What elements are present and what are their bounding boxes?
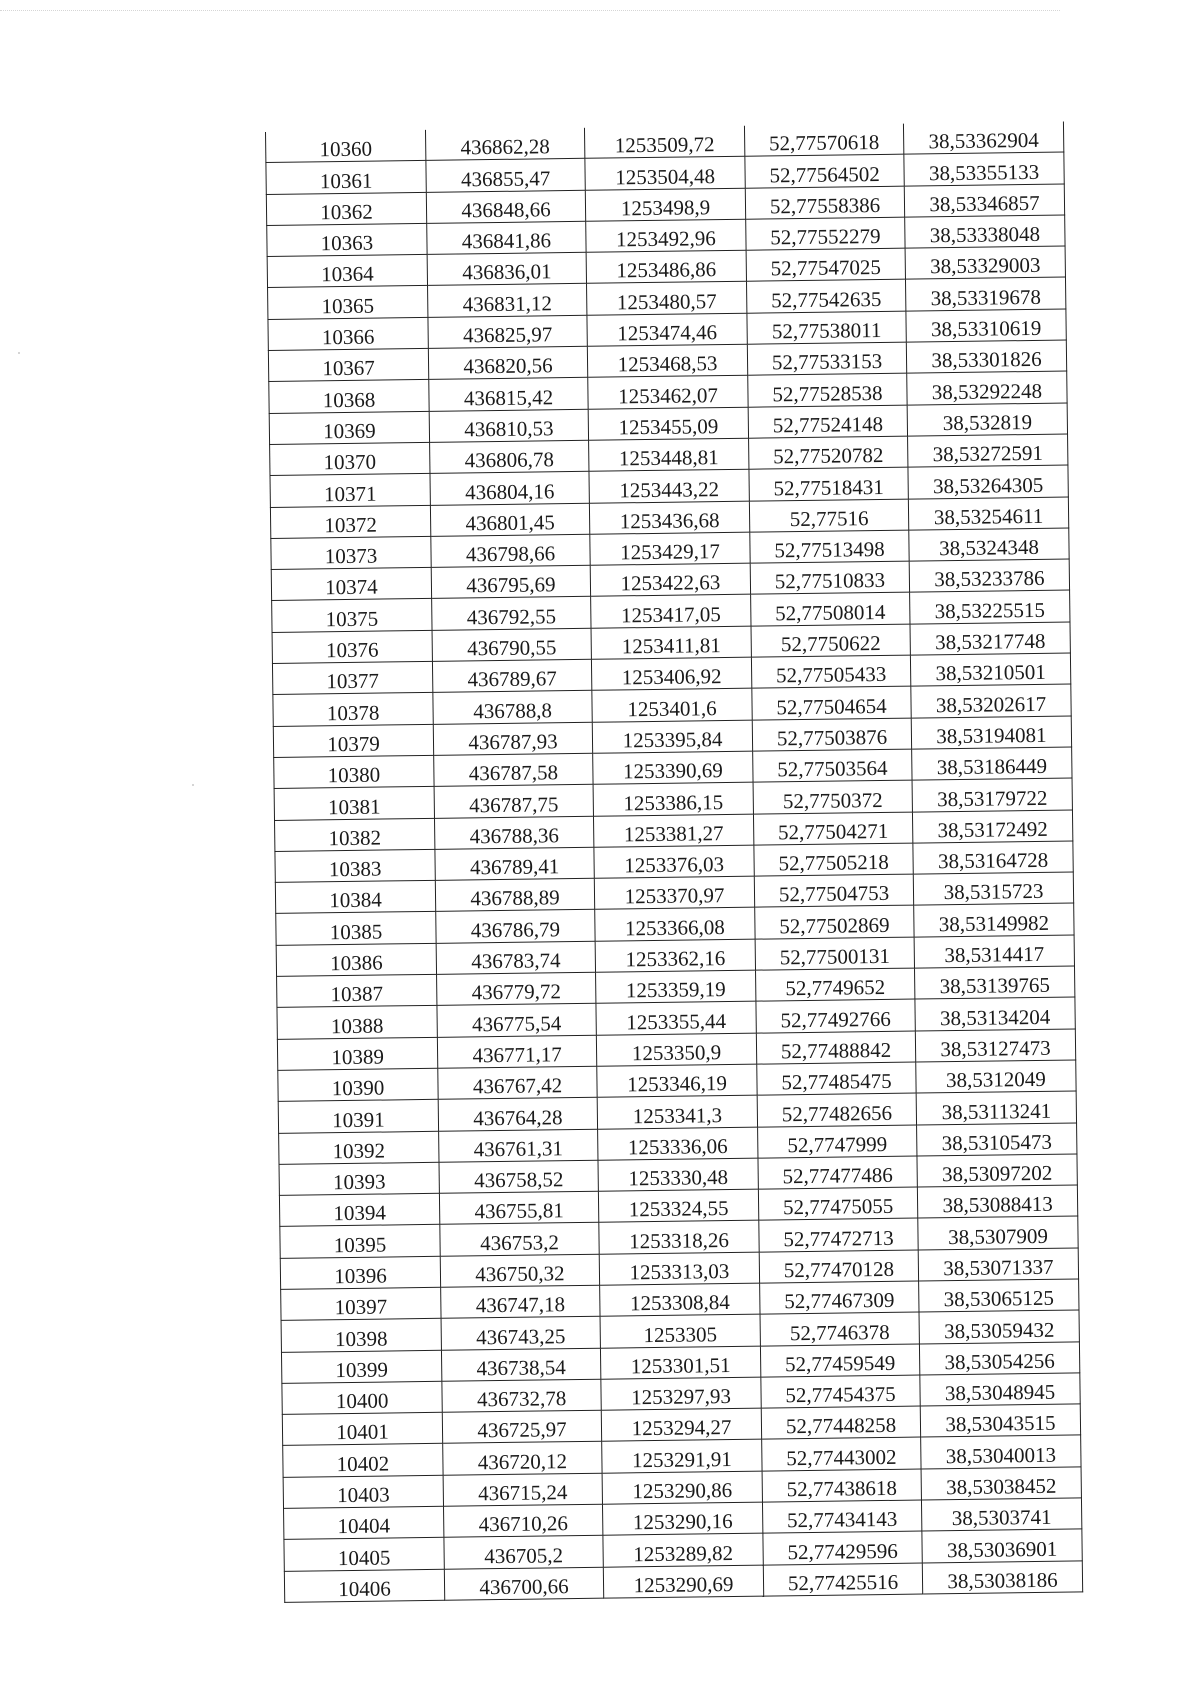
point-number-cell: 10390 — [278, 1068, 438, 1101]
y-coordinate-cell: 1253290,16 — [602, 1502, 762, 1535]
longitude-cell: 38,53362904 — [903, 122, 1063, 155]
latitude-cell: 52,7746378 — [760, 1312, 919, 1345]
point-number-cell: 10403 — [283, 1475, 443, 1508]
x-coordinate-cell: 436700,66 — [444, 1567, 603, 1600]
longitude-cell: 38,53059432 — [919, 1310, 1079, 1343]
point-number-cell: 10389 — [277, 1037, 437, 1070]
latitude-cell: 52,77470128 — [759, 1250, 918, 1283]
y-coordinate-cell: 1253318,26 — [599, 1221, 759, 1254]
point-number-cell: 10401 — [282, 1412, 442, 1445]
longitude-cell: 38,53254611 — [908, 497, 1068, 530]
latitude-cell: 52,77504753 — [754, 874, 913, 907]
coordinates-table — [265, 122, 1083, 1603]
y-coordinate-cell: 1253355,44 — [596, 1001, 756, 1034]
latitude-cell: 52,77459549 — [760, 1344, 919, 1377]
y-coordinate-cell: 1253362,16 — [595, 939, 755, 972]
point-number-cell: 10361 — [266, 161, 426, 194]
longitude-cell: 38,53217748 — [910, 622, 1070, 655]
y-coordinate-cell: 1253308,84 — [600, 1283, 760, 1316]
longitude-cell: 38,53202617 — [911, 684, 1071, 717]
point-number-cell: 10387 — [277, 974, 437, 1007]
coordinates-table-body — [265, 122, 1082, 1603]
longitude-cell: 38,53149982 — [914, 903, 1074, 936]
latitude-cell: 52,77508014 — [751, 593, 910, 626]
latitude-cell: 52,77477486 — [758, 1156, 917, 1189]
latitude-cell: 52,77547025 — [746, 248, 905, 281]
longitude-cell: 38,53210501 — [910, 653, 1070, 686]
point-number-cell: 10362 — [266, 192, 426, 225]
x-coordinate-cell: 436815,42 — [429, 378, 588, 411]
y-coordinate-cell: 1253301,51 — [600, 1346, 760, 1379]
x-coordinate-cell: 436810,53 — [429, 409, 588, 442]
y-coordinate-cell: 1253330,48 — [598, 1158, 758, 1191]
y-coordinate-cell: 1253395,84 — [592, 720, 752, 753]
longitude-cell: 38,53127473 — [915, 1029, 1075, 1062]
y-coordinate-cell: 1253346,19 — [597, 1064, 757, 1097]
point-number-cell: 10376 — [272, 630, 432, 663]
longitude-cell: 38,5312049 — [916, 1060, 1076, 1093]
latitude-cell: 52,77520782 — [749, 436, 908, 469]
y-coordinate-cell: 1253474,46 — [587, 313, 747, 346]
longitude-cell: 38,53088413 — [917, 1185, 1077, 1218]
y-coordinate-cell: 1253366,08 — [595, 908, 755, 941]
x-coordinate-cell: 436775,54 — [437, 1004, 596, 1037]
y-coordinate-cell: 1253480,57 — [587, 282, 747, 315]
point-number-cell: 10392 — [279, 1131, 439, 1164]
point-number-cell: 10365 — [268, 286, 428, 319]
x-coordinate-cell: 436753,2 — [440, 1223, 599, 1256]
longitude-cell: 38,53329003 — [905, 246, 1065, 279]
point-number-cell: 10377 — [272, 661, 432, 694]
longitude-cell: 38,53186449 — [912, 747, 1072, 780]
y-coordinate-cell: 1253401,6 — [592, 689, 752, 722]
longitude-cell: 38,5315723 — [913, 872, 1073, 905]
x-coordinate-cell: 436732,78 — [442, 1379, 601, 1412]
longitude-cell: 38,53097202 — [917, 1154, 1077, 1187]
y-coordinate-cell: 1253336,06 — [598, 1127, 758, 1160]
longitude-cell: 38,53338048 — [905, 215, 1065, 248]
latitude-cell: 52,77504654 — [752, 686, 911, 719]
longitude-cell: 38,53233786 — [909, 559, 1069, 592]
point-number-cell: 10384 — [275, 880, 435, 913]
y-coordinate-cell: 1253468,53 — [587, 344, 747, 377]
point-number-cell: 10369 — [269, 411, 429, 444]
x-coordinate-cell: 436761,31 — [439, 1129, 598, 1162]
y-coordinate-cell: 1253443,22 — [589, 469, 749, 502]
point-number-cell: 10402 — [283, 1444, 443, 1477]
latitude-cell: 52,7750372 — [753, 780, 912, 813]
longitude-cell: 38,5303741 — [921, 1498, 1081, 1531]
longitude-cell: 38,53071337 — [918, 1248, 1078, 1281]
x-coordinate-cell: 436779,72 — [437, 972, 596, 1005]
latitude-cell: 52,7747999 — [758, 1125, 917, 1158]
x-coordinate-cell: 436848,66 — [426, 190, 585, 223]
latitude-cell: 52,77482656 — [757, 1093, 916, 1126]
point-number-cell: 10367 — [268, 348, 428, 381]
longitude-cell: 38,53319678 — [905, 278, 1065, 311]
latitude-cell: 52,77425516 — [763, 1563, 922, 1596]
point-number-cell: 10371 — [270, 474, 430, 507]
y-coordinate-cell: 1253486,86 — [586, 250, 746, 283]
x-coordinate-cell: 436820,56 — [428, 346, 587, 379]
latitude-cell: 52,77492766 — [756, 999, 915, 1032]
latitude-cell: 52,77558386 — [745, 186, 904, 219]
x-coordinate-cell: 436841,86 — [427, 221, 586, 254]
longitude-cell: 38,53139765 — [914, 966, 1074, 999]
y-coordinate-cell: 1253390,69 — [593, 751, 753, 784]
y-coordinate-cell: 1253498,9 — [585, 188, 745, 221]
y-coordinate-cell: 1253386,15 — [593, 782, 753, 815]
latitude-cell: 52,7750622 — [751, 624, 910, 657]
latitude-cell: 52,77443002 — [762, 1437, 921, 1470]
latitude-cell: 52,77513498 — [750, 530, 909, 563]
longitude-cell: 38,532819 — [907, 403, 1067, 436]
y-coordinate-cell: 1253504,48 — [585, 157, 745, 190]
x-coordinate-cell: 436743,25 — [441, 1316, 600, 1349]
x-coordinate-cell: 436788,8 — [433, 691, 592, 724]
longitude-cell: 38,53065125 — [919, 1279, 1079, 1312]
longitude-cell: 38,5324348 — [909, 528, 1069, 561]
point-number-cell: 10394 — [279, 1193, 439, 1226]
x-coordinate-cell: 436764,28 — [438, 1097, 597, 1130]
x-coordinate-cell: 436767,42 — [438, 1066, 597, 1099]
latitude-cell: 52,77528538 — [748, 373, 907, 406]
y-coordinate-cell: 1253406,92 — [591, 657, 751, 690]
latitude-cell: 52,77510833 — [750, 561, 909, 594]
scan-speck — [18, 352, 20, 354]
longitude-cell: 38,53043515 — [920, 1404, 1080, 1437]
x-coordinate-cell: 436720,12 — [443, 1442, 602, 1475]
y-coordinate-cell: 1253411,81 — [591, 626, 751, 659]
point-number-cell: 10380 — [274, 755, 434, 788]
x-coordinate-cell: 436738,54 — [441, 1348, 600, 1381]
point-number-cell: 10360 — [265, 130, 425, 163]
point-number-cell: 10396 — [280, 1256, 440, 1289]
x-coordinate-cell: 436750,32 — [440, 1254, 599, 1287]
longitude-cell: 38,53355133 — [904, 152, 1064, 185]
x-coordinate-cell: 436788,89 — [435, 878, 594, 911]
x-coordinate-cell: 436801,45 — [430, 503, 589, 536]
latitude-cell: 52,77533153 — [747, 342, 906, 375]
y-coordinate-cell: 1253376,03 — [594, 845, 754, 878]
latitude-cell: 52,7749652 — [756, 968, 915, 1001]
latitude-cell: 52,77500131 — [755, 937, 914, 970]
latitude-cell: 52,77454375 — [761, 1375, 920, 1408]
longitude-cell: 38,53164728 — [913, 841, 1073, 874]
latitude-cell: 52,77538011 — [747, 311, 906, 344]
latitude-cell: 52,77438618 — [762, 1469, 921, 1502]
point-number-cell: 10375 — [272, 599, 432, 632]
y-coordinate-cell: 1253290,69 — [603, 1565, 763, 1598]
x-coordinate-cell: 436747,18 — [441, 1285, 600, 1318]
latitude-cell: 52,77503564 — [753, 749, 912, 782]
x-coordinate-cell: 436798,66 — [431, 534, 590, 567]
x-coordinate-cell: 436795,69 — [431, 565, 590, 598]
point-number-cell: 10385 — [276, 912, 436, 945]
x-coordinate-cell: 436771,17 — [437, 1035, 596, 1068]
longitude-cell: 38,53264305 — [908, 465, 1068, 498]
y-coordinate-cell: 1253381,27 — [593, 814, 753, 847]
x-coordinate-cell: 436787,75 — [434, 784, 593, 817]
x-coordinate-cell: 436705,2 — [444, 1536, 603, 1569]
longitude-cell: 38,53040013 — [921, 1435, 1081, 1468]
point-number-cell: 10368 — [269, 380, 429, 413]
longitude-cell: 38,53038186 — [922, 1561, 1082, 1594]
x-coordinate-cell: 436790,55 — [432, 628, 591, 661]
longitude-cell: 38,53048945 — [920, 1373, 1080, 1406]
y-coordinate-cell: 1253290,86 — [602, 1471, 762, 1504]
x-coordinate-cell: 436836,01 — [427, 252, 586, 285]
latitude-cell: 52,77516 — [749, 499, 908, 532]
latitude-cell: 52,77488842 — [756, 1031, 915, 1064]
point-number-cell: 10400 — [282, 1381, 442, 1414]
point-number-cell: 10404 — [284, 1506, 444, 1539]
point-number-cell: 10364 — [267, 255, 427, 288]
point-number-cell: 10395 — [280, 1225, 440, 1258]
point-number-cell: 10393 — [279, 1162, 439, 1195]
y-coordinate-cell: 1253291,91 — [602, 1440, 762, 1473]
longitude-cell: 38,5314417 — [914, 935, 1074, 968]
point-number-cell: 10379 — [273, 724, 433, 757]
longitude-cell: 38,53310619 — [906, 309, 1066, 342]
point-number-cell: 10399 — [281, 1350, 441, 1383]
longitude-cell: 38,53194081 — [911, 716, 1071, 749]
longitude-cell: 38,53105473 — [917, 1122, 1077, 1155]
y-coordinate-cell: 1253297,93 — [601, 1377, 761, 1410]
x-coordinate-cell: 436792,55 — [432, 597, 591, 630]
y-coordinate-cell: 1253436,68 — [589, 501, 749, 534]
point-number-cell: 10405 — [284, 1538, 444, 1571]
scan-speck — [192, 784, 194, 786]
scan-edge-line — [0, 10, 1060, 11]
latitude-cell: 52,77524148 — [748, 405, 907, 438]
point-number-cell: 10388 — [277, 1006, 437, 1039]
y-coordinate-cell: 1253417,05 — [591, 595, 751, 628]
x-coordinate-cell: 436804,16 — [430, 472, 589, 505]
latitude-cell: 52,77504271 — [753, 812, 912, 845]
x-coordinate-cell: 436789,67 — [432, 659, 591, 692]
point-number-cell: 10406 — [284, 1569, 444, 1602]
y-coordinate-cell: 1253305 — [600, 1314, 760, 1347]
x-coordinate-cell: 436825,97 — [428, 315, 587, 348]
latitude-cell: 52,77552279 — [746, 217, 905, 250]
x-coordinate-cell: 436715,24 — [443, 1473, 602, 1506]
latitude-cell: 52,77505433 — [751, 655, 910, 688]
x-coordinate-cell: 436783,74 — [436, 941, 595, 974]
x-coordinate-cell: 436755,81 — [439, 1191, 598, 1224]
latitude-cell: 52,77502869 — [755, 905, 914, 938]
point-number-cell: 10373 — [271, 536, 431, 569]
x-coordinate-cell: 436787,93 — [433, 722, 592, 755]
point-number-cell: 10391 — [278, 1100, 438, 1133]
latitude-cell: 52,77503876 — [752, 718, 911, 751]
longitude-cell: 38,53346857 — [904, 184, 1064, 217]
latitude-cell: 52,77475055 — [758, 1187, 917, 1220]
y-coordinate-cell: 1253429,17 — [590, 532, 750, 565]
longitude-cell: 38,53292248 — [907, 371, 1067, 404]
latitude-cell: 52,77434143 — [762, 1500, 921, 1533]
latitude-cell: 52,77429596 — [763, 1531, 922, 1564]
x-coordinate-cell: 436862,28 — [425, 128, 584, 161]
y-coordinate-cell: 1253341,3 — [597, 1095, 757, 1128]
latitude-cell: 52,77505218 — [754, 843, 913, 876]
latitude-cell: 52,77472713 — [759, 1218, 918, 1251]
point-number-cell: 10382 — [275, 818, 435, 851]
y-coordinate-cell: 1253359,19 — [596, 970, 756, 1003]
y-coordinate-cell: 1253455,09 — [588, 407, 748, 440]
y-coordinate-cell: 1253492,96 — [586, 219, 746, 252]
point-number-cell: 10372 — [270, 505, 430, 538]
longitude-cell: 38,53272591 — [908, 434, 1068, 467]
longitude-cell: 38,53054256 — [919, 1342, 1079, 1375]
longitude-cell: 38,53113241 — [916, 1091, 1076, 1124]
latitude-cell: 52,77448258 — [761, 1406, 920, 1439]
longitude-cell: 38,53038452 — [921, 1467, 1081, 1500]
latitude-cell: 52,77542635 — [747, 280, 906, 313]
y-coordinate-cell: 1253294,27 — [601, 1408, 761, 1441]
latitude-cell: 52,77518431 — [749, 467, 908, 500]
point-number-cell: 10366 — [268, 317, 428, 350]
latitude-cell: 52,77570618 — [744, 124, 903, 157]
y-coordinate-cell: 1253289,82 — [603, 1533, 763, 1566]
point-number-cell: 10398 — [281, 1319, 441, 1352]
x-coordinate-cell: 436725,97 — [442, 1410, 601, 1443]
y-coordinate-cell: 1253350,9 — [596, 1033, 756, 1066]
y-coordinate-cell: 1253370,97 — [594, 876, 754, 909]
point-number-cell: 10370 — [270, 442, 430, 475]
latitude-cell: 52,77564502 — [745, 154, 904, 187]
longitude-cell: 38,53179722 — [912, 778, 1072, 811]
y-coordinate-cell: 1253448,81 — [589, 438, 749, 471]
y-coordinate-cell: 1253313,03 — [599, 1252, 759, 1285]
x-coordinate-cell: 436758,52 — [439, 1160, 598, 1193]
longitude-cell: 38,53172492 — [912, 810, 1072, 843]
point-number-cell: 10397 — [281, 1287, 441, 1320]
x-coordinate-cell: 436831,12 — [428, 284, 587, 317]
longitude-cell: 38,5307909 — [918, 1216, 1078, 1249]
longitude-cell: 38,53301826 — [906, 340, 1066, 373]
x-coordinate-cell: 436787,58 — [434, 753, 593, 786]
point-number-cell: 10386 — [276, 943, 436, 976]
y-coordinate-cell: 1253422,63 — [590, 563, 750, 596]
longitude-cell: 38,53036901 — [922, 1529, 1082, 1562]
point-number-cell: 10374 — [271, 568, 431, 601]
point-number-cell: 10383 — [275, 849, 435, 882]
x-coordinate-cell: 436855,47 — [426, 159, 585, 192]
y-coordinate-cell: 1253324,55 — [598, 1189, 758, 1222]
x-coordinate-cell: 436789,41 — [435, 847, 594, 880]
y-coordinate-cell: 1253462,07 — [588, 376, 748, 409]
x-coordinate-cell: 436788,36 — [434, 816, 593, 849]
latitude-cell: 52,77467309 — [760, 1281, 919, 1314]
point-number-cell: 10363 — [267, 223, 427, 256]
longitude-cell: 38,53225515 — [910, 590, 1070, 623]
longitude-cell: 38,53134204 — [915, 997, 1075, 1030]
y-coordinate-cell: 1253509,72 — [584, 126, 744, 159]
point-number-cell: 10378 — [273, 693, 433, 726]
x-coordinate-cell: 436786,79 — [436, 910, 595, 943]
x-coordinate-cell: 436710,26 — [444, 1504, 603, 1537]
x-coordinate-cell: 436806,78 — [430, 440, 589, 473]
point-number-cell: 10381 — [274, 787, 434, 820]
latitude-cell: 52,77485475 — [757, 1062, 916, 1095]
